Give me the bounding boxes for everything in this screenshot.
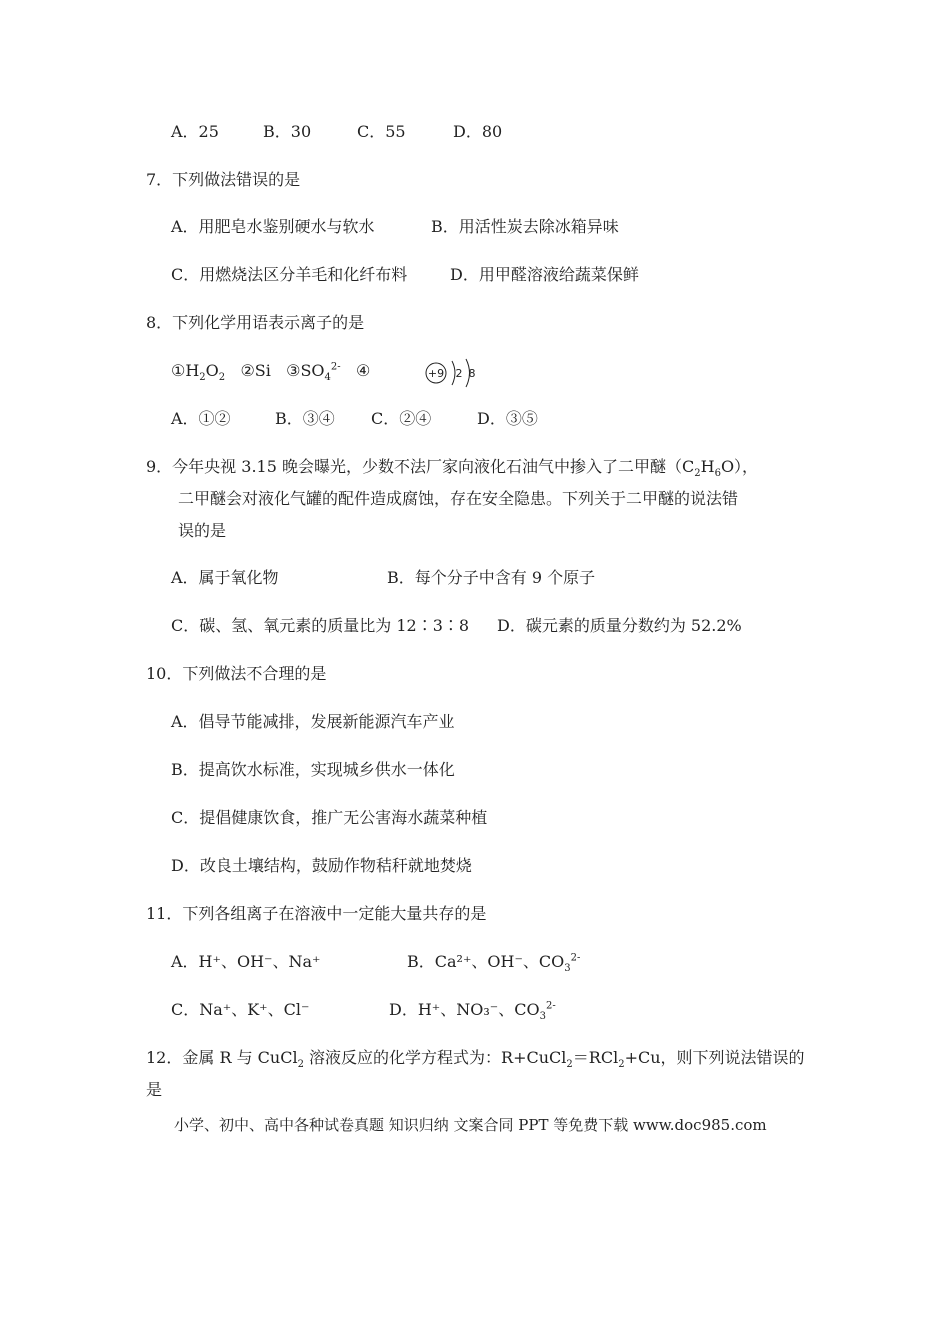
q8-option-b: B．③④	[275, 409, 335, 428]
q8-stem: 8．下列化学用语表示离子的是	[146, 313, 365, 332]
q6-option-c: C．55	[357, 122, 406, 141]
q11-option-a: A．H⁺、OH⁻、Na⁺	[171, 952, 321, 971]
q9-option-d: D．碳元素的质量分数约为 52.2%	[497, 616, 742, 635]
q7-options-row1	[171, 216, 619, 238]
q11-option-d: D．H⁺、NO₃⁻、$CO_3^{2-}$	[389, 1000, 556, 1023]
q9-options-row1	[171, 567, 595, 589]
q8-option-c: C．②④	[371, 409, 432, 428]
q8-item-2: ②Si	[240, 361, 271, 380]
atom-structure-diagram	[422, 358, 486, 388]
q11-option-b: B．Ca²⁺、OH⁻、$CO_3^{2-}$	[407, 952, 581, 975]
q10-option-a: A．倡导节能减排，发展新能源汽车产业	[171, 712, 455, 731]
atom-nucleus-label: +9	[427, 367, 445, 380]
q10-stem: 10．下列做法不合理的是	[146, 664, 327, 683]
q12-stem-line1: 12．金属 R 与 CuCl$_2$ 溶液反应的化学方程式为：R+CuCl$_2$＝RCl$_2$+Cu，则下列说法错误的	[146, 1048, 805, 1071]
q8-item-1: $①H_2O_2$	[171, 361, 226, 384]
q8-options	[171, 408, 538, 430]
q8-option-a: A．①②	[171, 409, 231, 428]
q11-options-row2	[171, 999, 556, 1021]
q11-stem: 11．下列各组离子在溶液中一定能大量共存的是	[146, 904, 487, 923]
atom-shell-1-count: 2	[455, 367, 463, 380]
q8-item-3: $③SO_4^{2-}$	[286, 361, 341, 384]
q7-stem: 7．下列做法错误的是	[146, 170, 301, 189]
q6-option-b: B．30	[263, 122, 312, 141]
q9-option-b: B．每个分子中含有 9 个原子	[387, 568, 596, 587]
q10-option-c: C．提倡健康饮食，推广无公害海水蔬菜种植	[171, 808, 488, 827]
q7-options-row2	[171, 264, 639, 286]
q6-options	[171, 121, 502, 143]
q10-option-b: B．提高饮水标准，实现城乡供水一体化	[171, 760, 455, 779]
q6-option-a: A．25	[171, 122, 219, 141]
q9-stem-line1: 9．今年央视 3.15 晚会曝光，少数不法厂家向液化石油气中掺入了二甲醚$(C_2H_6O)$，	[146, 457, 759, 480]
q8-item-4: ④	[355, 361, 371, 380]
q7-option-b: B．用活性炭去除冰箱异味	[431, 217, 619, 236]
q9-option-a: A．属于氧化物	[171, 568, 279, 587]
q7-option-a: A．用肥皂水鉴别硬水与软水	[171, 217, 375, 236]
q9-stem-line3: 误的是	[178, 521, 227, 540]
q11-option-c: C．Na⁺、K⁺、Cl⁻	[171, 1000, 310, 1019]
page-footer: 小学、初中、高中各种试卷真题 知识归纳 文案合同 PPT 等免费下载 www.doc985.com	[174, 1116, 767, 1134]
q8-option-d: D．③⑤	[477, 409, 538, 428]
q12-stem-line2: 是	[146, 1080, 163, 1099]
q11-options-row1	[171, 951, 580, 973]
q10-option-d: D．改良土壤结构，鼓励作物秸秆就地焚烧	[171, 856, 472, 875]
atom-shell-2-count: 8	[468, 367, 476, 380]
q9-options-row2	[171, 615, 742, 637]
q9-stem-line2: 二甲醚会对液化气罐的配件造成腐蚀，存在安全隐患。下列关于二甲醚的说法错	[178, 489, 739, 508]
q6-option-d: D．80	[453, 122, 503, 141]
q9-option-c: C．碳、氢、氧元素的质量比为 12∶3∶8	[171, 616, 470, 635]
q8-items	[171, 360, 370, 382]
q7-option-d: D．用甲醛溶液给蔬菜保鲜	[450, 265, 639, 284]
q7-option-c: C．用燃烧法区分羊毛和化纤布料	[171, 265, 408, 284]
